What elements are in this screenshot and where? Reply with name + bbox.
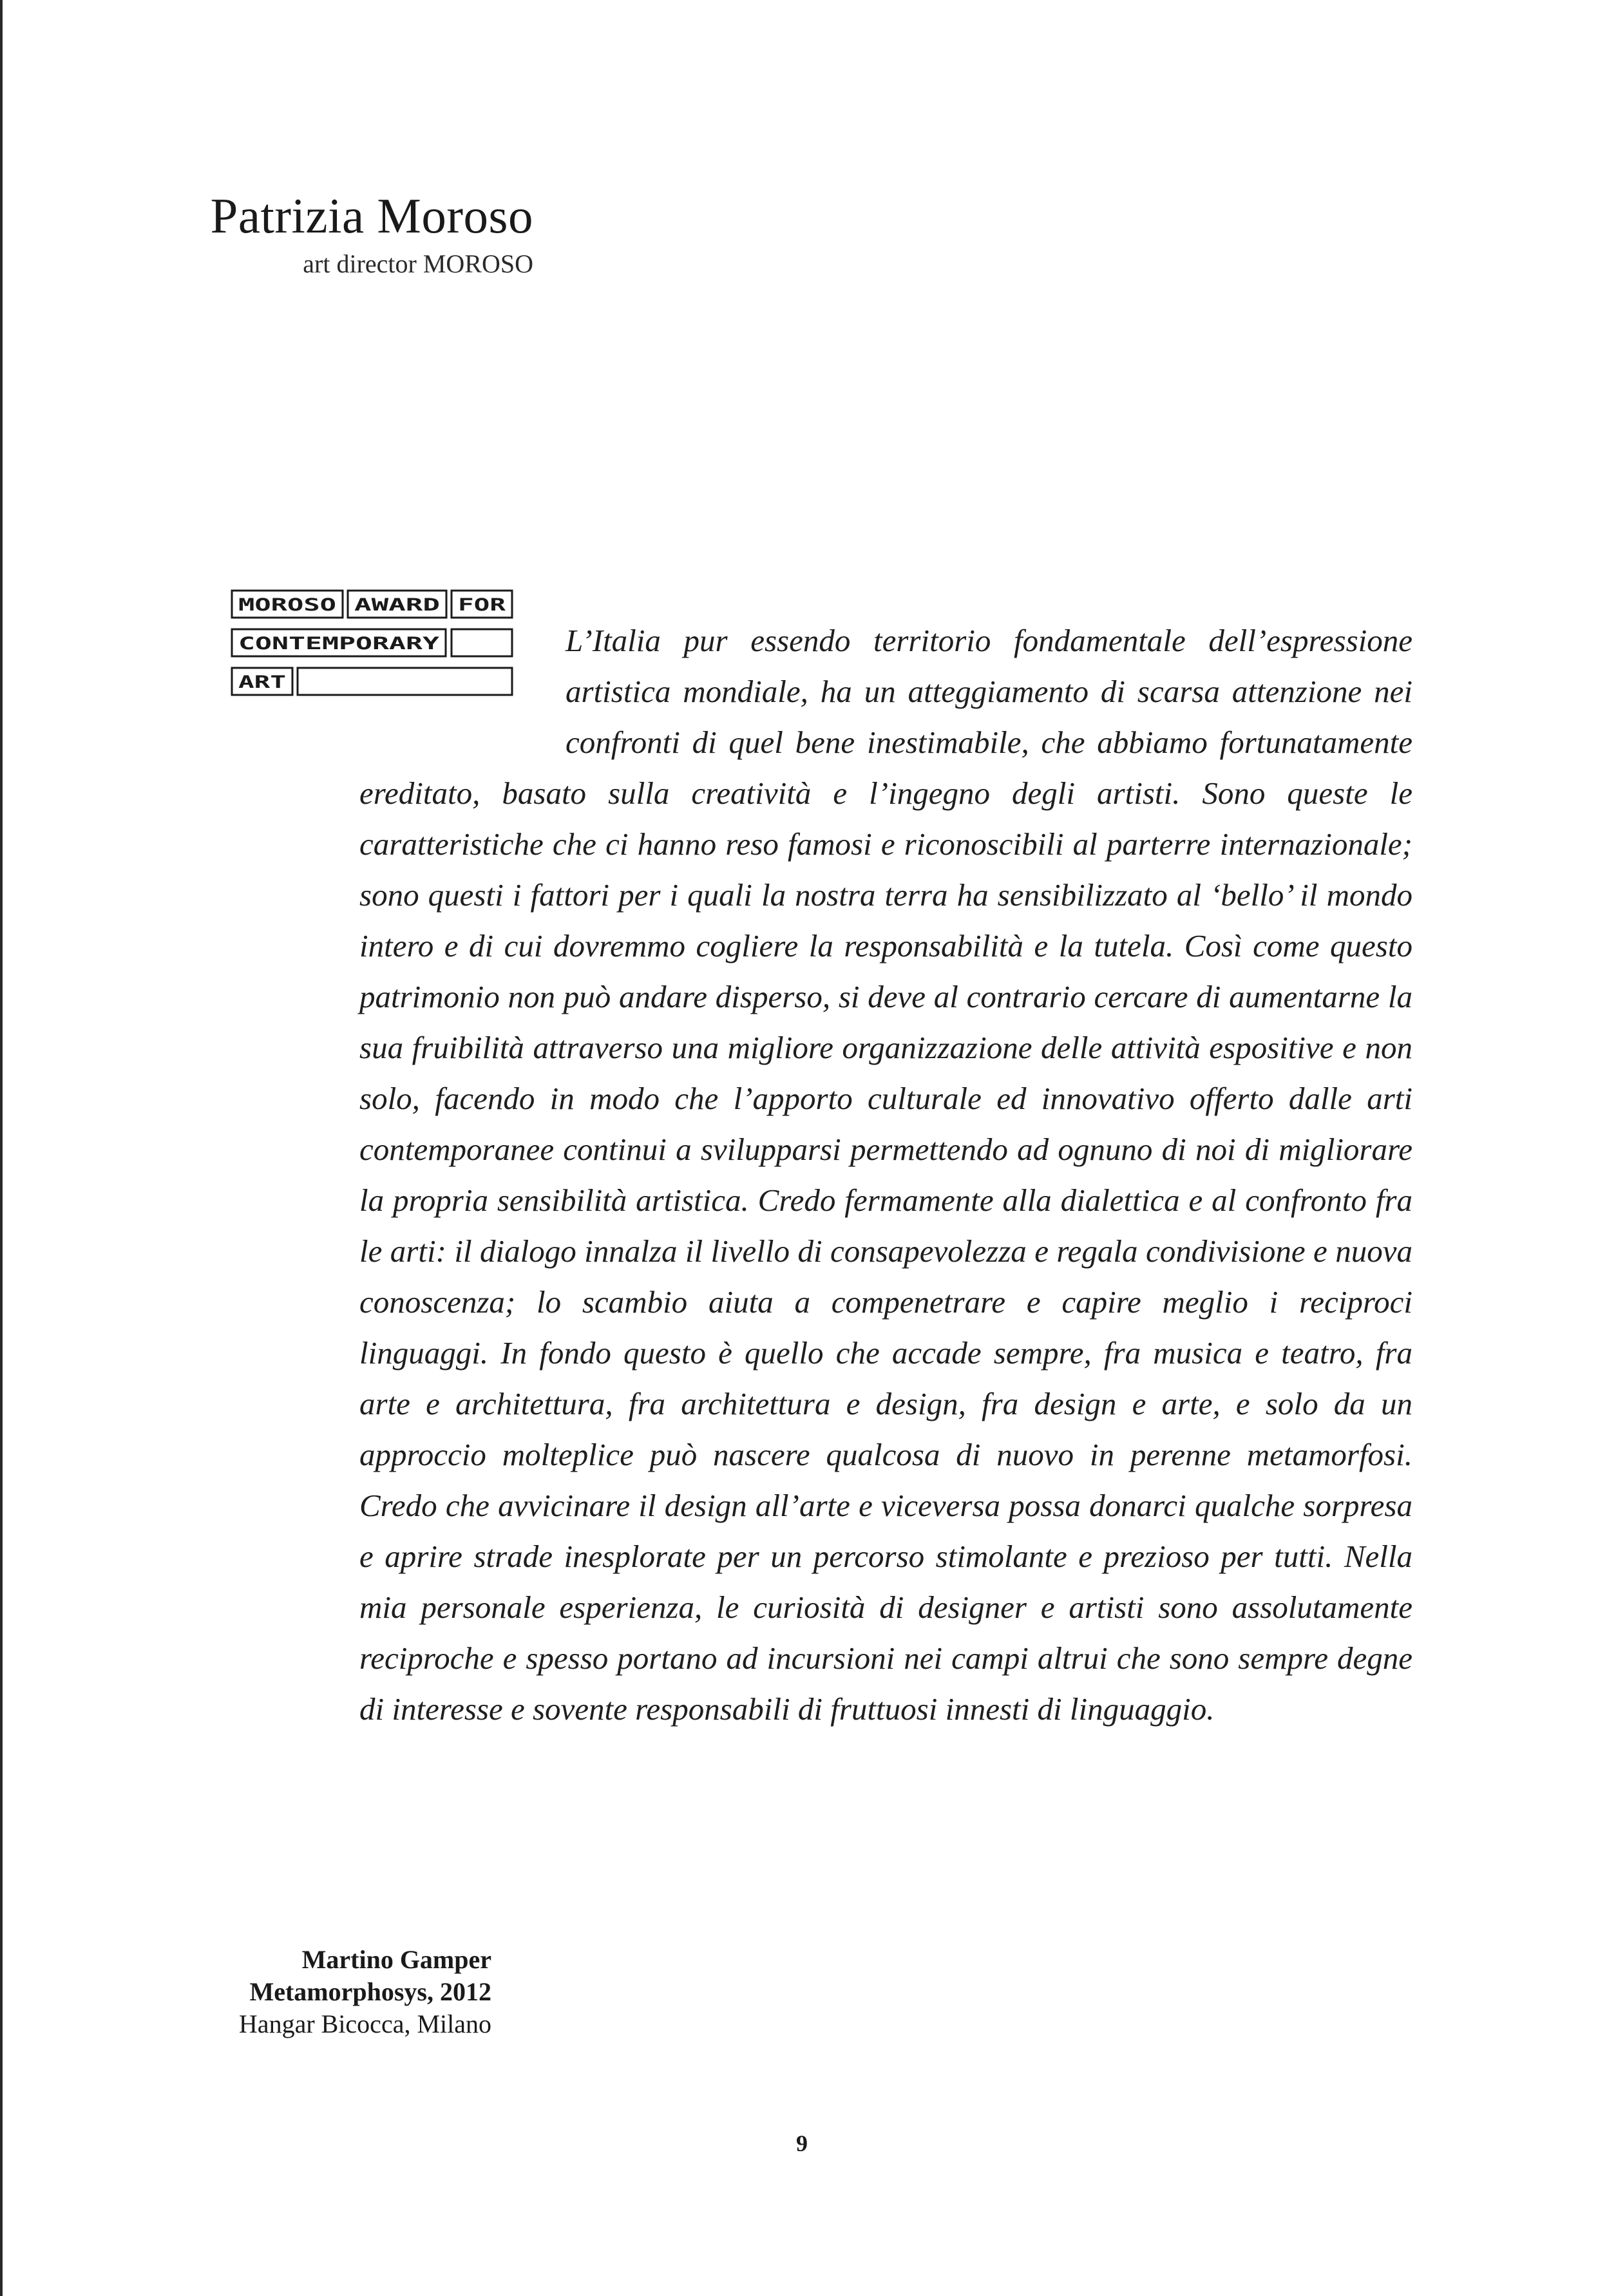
article-text: L’Italia pur essendo territorio fondamentale dell’espressione artistica mondiale, ha un atteggiamento di scarsa attenzione nei confronti di quel bene inestimabile, che abbiamo fortunatamente ereditato, basato sulla creatività e l’ingegno degli artisti. Sono queste le caratteristiche che ci hanno reso famosi e riconoscibili al parterre internazionale; sono questi i fattori per i quali la nostra terra ha sensibilizzato al ‘bello’ il mondo intero e di cui dovremmo cogliere la responsabilità e la tutela. Così come questo patrimonio non può andare disperso, si deve al contrario cercare di aumentarne la sua fruibilità attraverso una migliore organizzazione delle attività espositive e non solo, facendo in modo che l’apporto culturale ed innovativo offerto dalle arti contemporanee continui a svilupparsi permettendo ad ognuno di noi di migliorare la propria sensibilità artistica. Credo fermamente alla dialettica e al confronto fra le arti: il dialogo innalza il livello di consapevolezza e regala condivisione e nuova conoscenza; lo scambio aiuta a compenetrare e capire meglio i reciproci linguaggi. In fondo questo è quello che accade sempre, fra musica e teatro, fra arte e architettura, fra architettura e design, fra design e arte, e solo da un approccio molteplice può nascere qualcosa di nuovo in perenne metamorfosi. Credo che avvicinare il design all’arte e viceversa possa donarci qualche sorpresa e aprire strade inesplorate per un percorso stimolante e prezioso per tutti. Nella mia personale esperienza, le curiosità di designer e artisti sono assolutamente reciproche e spesso portano ad incursioni nei campi altrui che sono sempre degne di interesse e sovente responsabili di fruttuosi innesti di linguaggio. [359, 623, 1412, 1727]
logo-text-wrap-spacer [359, 615, 566, 757]
logo-word-for: FOR [458, 595, 507, 615]
page-number: 9 [796, 2130, 808, 2156]
logo-word-award: AWARD [354, 595, 440, 615]
image-caption [166, 1944, 491, 2040]
logo-word-contemporary: CONTEMPORARY [238, 634, 441, 654]
caption-location: Hangar Bicocca, Milano [238, 2009, 491, 2038]
logo-word-moroso: MOROSO [238, 595, 336, 615]
author-name: Patrizia Moroso [210, 188, 533, 243]
page-edge-rule [0, 0, 3, 2296]
article-body [359, 615, 1412, 1734]
author-header [198, 187, 533, 281]
caption-work: Metamorphosys, 2012 [249, 1977, 491, 2006]
author-role: art director MOROSO [303, 249, 533, 278]
caption-artist: Martino Gamper [301, 1945, 491, 1974]
logo-word-art: ART [238, 672, 286, 692]
